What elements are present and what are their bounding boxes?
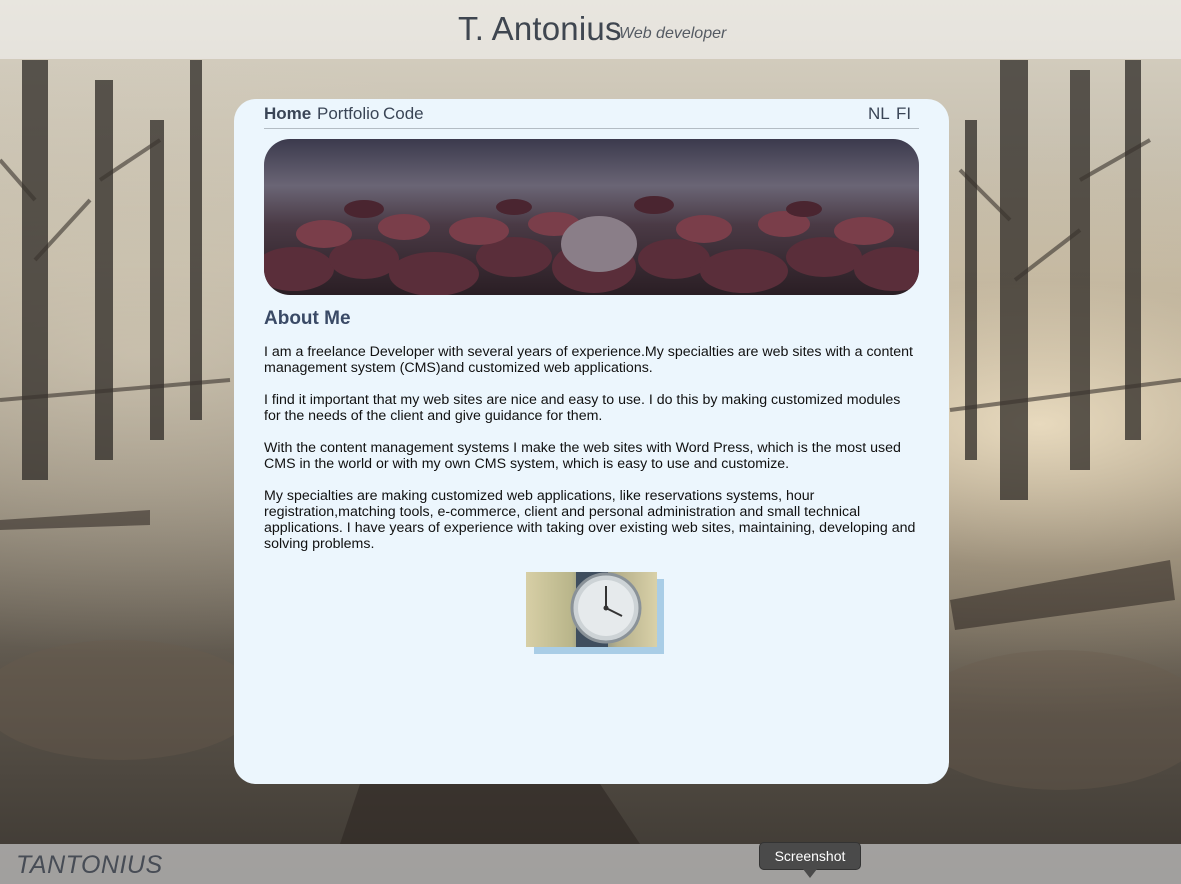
content-card <box>234 99 949 784</box>
tooltip-arrow <box>803 869 817 878</box>
language-fi-link[interactable]: FI <box>896 104 912 123</box>
site-subtitle: Web developer <box>619 25 727 42</box>
about-paragraph: I find it important that my web sites are nice and easy to use. I do this by making customized modules for the needs of the client and give guidance for them. <box>264 392 901 424</box>
footer-logo[interactable]: TANTONIUS <box>16 851 163 879</box>
main-nav <box>264 103 919 129</box>
about-paragraph: My specialties are making customized web applications, like reservations systems, hour registration,matching tools, e-commerce, client and personal administration and small technical applications. I have years of experience with taking over existing web sites, maintaining, developing and solving problems. <box>264 488 916 552</box>
clock-image-frame <box>526 572 666 654</box>
nav-item-code[interactable]: Code <box>383 104 424 123</box>
nav-item-home[interactable]: Home <box>264 104 312 123</box>
screenshot-tooltip: Screenshot <box>759 842 861 870</box>
about-paragraph: With the content management systems I make the web sites with Word Press, which is the most used CMS in the world or with my own CMS system, which is easy to use and customize. <box>264 440 901 472</box>
site-footer <box>0 844 1181 884</box>
pebbles-banner-image <box>264 139 919 295</box>
nav-item-portfolio[interactable]: Portfolio <box>317 104 380 123</box>
site-title[interactable]: T. Antonius <box>458 10 622 47</box>
language-nl-link[interactable]: NL <box>868 104 890 123</box>
about-paragraph: I am a freelance Developer with several years of experience.My specialties are web sites with a content management system (CMS)and customized web applications. <box>264 344 913 376</box>
about-heading: About Me <box>264 308 351 329</box>
site-header <box>0 0 1181 59</box>
clock-image <box>526 572 657 647</box>
